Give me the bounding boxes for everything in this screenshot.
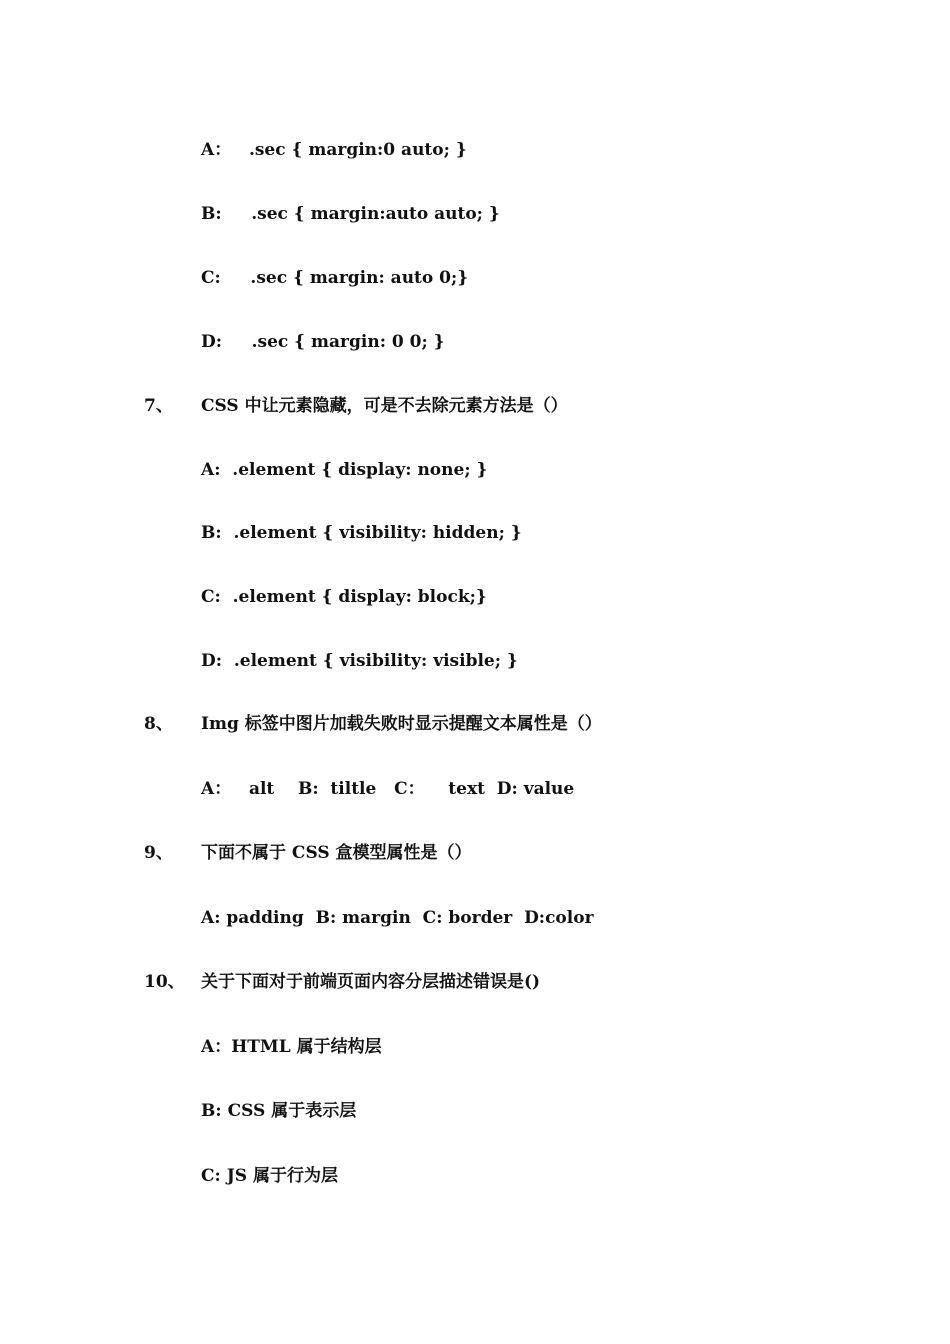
option-6d: D: .sec { margin: 0 0; } [201, 332, 445, 352]
option-10b: B: CSS 属于表示层 [201, 1101, 357, 1121]
option-6a: A： .sec { margin:0 auto; } [201, 140, 467, 160]
option-6b: B: .sec { margin:auto auto; } [201, 204, 500, 224]
option-7d: D: .element { visibility: visible; } [201, 651, 518, 671]
option-10c: C: JS 属于行为层 [201, 1166, 338, 1186]
question-number-8: 8、 [144, 714, 173, 734]
option-7b: B: .element { visibility: hidden; } [201, 523, 522, 543]
question-text-10: 关于下面对于前端页面内容分层描述错误是() [201, 972, 541, 992]
option-10a: A：HTML 属于结构层 [201, 1037, 382, 1057]
question-text-9: 下面不属于 CSS 盒模型属性是（） [201, 843, 472, 863]
option-8: A： alt B: tiltle C： text D: value [201, 779, 575, 799]
option-7a: A: .element { display: none; } [201, 460, 488, 480]
option-9: A: padding B: margin C: border D:color [201, 908, 594, 928]
question-text-7: CSS 中让元素隐藏，可是不去除元素方法是（） [201, 396, 568, 416]
question-number-10: 10、 [144, 972, 185, 992]
question-number-9: 9、 [144, 843, 173, 863]
question-text-8: Img 标签中图片加载失败时显示提醒文本属性是（） [201, 714, 602, 734]
option-6c: C: .sec { margin: auto 0;} [201, 268, 469, 288]
option-7c: C: .element { display: block;} [201, 587, 487, 607]
question-number-7: 7、 [144, 396, 173, 416]
